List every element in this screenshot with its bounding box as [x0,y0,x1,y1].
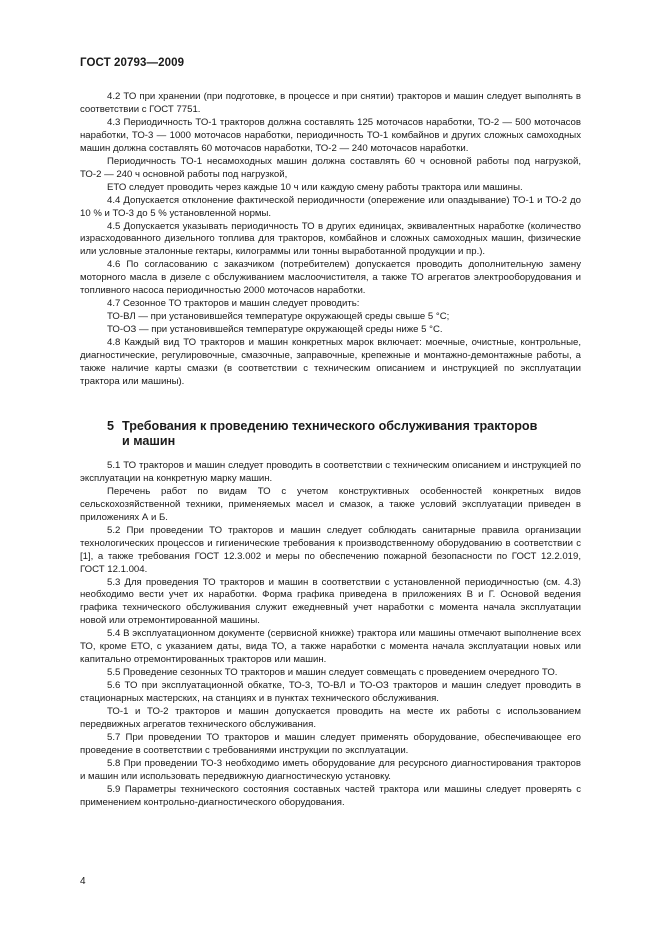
paragraph: 5.4 В эксплуатационном документе (сервисной книжке) трактора или машины отмечают выполнение всех ТО, кроме ЕТО, с указанием даты, вида ТО, а также наработки с момента начала эксплуатации новых или капитально отремонтированных тракторов или машин. [80,628,581,666]
paragraph: 5.5 Проведение сезонных ТО тракторов и машин следует совмещать с проведением очередного ТО. [107,667,558,679]
paragraph: Перечень работ по видам ТО с учетом конструктивных особенностей конкретных видов сельскохозяйственной техники, применяемых масел и смазок, а также условий эксплуатации приведен в приложениях А и Б. [80,485,581,523]
page-number: 4 [80,876,86,887]
paragraph: 5.9 Параметры технического состояния составных частей трактора или машины следует проверять с применением контрольно-диагностического оборудования. [80,783,581,808]
paragraph: ТО-1 и ТО-2 тракторов и машин допускается проводить на месте их работы с использованием передвижных агрегатов технического обслуживания. [80,706,581,730]
paragraph: 5.3 Для проведения ТО тракторов и машин в соответствии с установленной периодичностью (см. 4.3) необходимо вести учет их наработки. Форма графика приведена в приложениях В и Г. Основой ведения графика технического обслуживания служит ежедневный учет наработки с момента начала эксплуатации новой или отремонтированной машины. [80,576,581,627]
paragraph: Периодичность ТО-1 несамоходных машин должна составлять 60 ч основной работы под нагрузкой, ТО-2 — 240 ч основной работы под нагрузкой, [80,155,581,180]
paragraph: 5.7 При проведении ТО тракторов и машин следует применять оборудование, обеспечивающее его проведение в соответствии с требованиями инструкции по эксплуатации. [80,731,581,756]
section-title [80,419,581,450]
paragraph: 4.8 Каждый вид ТО тракторов и машин конкретных марок включает: моечные, очистные, контрольные, диагностические, регулировочные, смазочные, заправочные, крепежные и монтажно-демонтажные работы, а также наличие карты смазки (в соответствии с техническим описанием и инструкцией по эксплуатации трактора или машины). [80,337,581,387]
paragraph: 4.3 Периодичность ТО-1 тракторов должна составлять 125 моточасов наработки, ТО-2 — 500 моточасов наработки, ТО-3 — 1000 моточасов наработки, периодичность ТО-1 комбайнов и других сложных самоходных машин должна составлять 60 моточасов наработки, ТО-2 — 240 моточасов наработки. [80,116,581,154]
paragraph: ТО-ВЛ — при установившейся температуре окружающей среды свыше 5 °С; [107,311,450,323]
paragraph: 5.8 При проведении ТО-3 необходимо иметь оборудование для ресурсного диагностирования тракторов и машин или использовать передвижную диагностическую установку. [80,757,581,782]
paragraph: 5.1 ТО тракторов и машин следует проводить в соответствии с техническим описанием и инструкцией по эксплуатации на конкретную марку машин. [80,459,581,484]
section-title-line1: Требования к проведению технического обслуживания тракторов [122,418,538,433]
paragraph: ЕТО следует проводить через каждые 10 ч или каждую смену работы трактора или машины. [107,181,523,193]
section-title-line2: и машин [122,434,176,449]
paragraph: ТО-ОЗ — при установившейся температуре окружающей среды ниже 5 °С. [107,324,443,336]
paragraph: 4.4 Допускается отклонение фактической периодичности (опережение или опаздывание) ТО-1 и ТО-2 до 10 % и ТО-3 до 5 % установленной нормы. [80,194,581,219]
paragraph: 5.6 ТО при эксплуатационной обкатке, ТО-3, ТО-ВЛ и ТО-ОЗ тракторов и машин следует проводить в стационарных мастерских, на станциях и в пунктах технического обслуживания. [80,680,581,705]
paragraph: 4.2 ТО при хранении (при подготовке, в процессе и при снятии) тракторов и машин следует выполнять в соответствии с ГОСТ 7751. [80,91,581,115]
paragraph: 5.2 При проведении ТО тракторов и машин следует соблюдать санитарные правила организации технологических процессов и гигиенические требования к производственному оборудованию в соответствии с [1], а также требования ГОСТ 12.3.002 и меры по обеспечению пожарной безопасности по ГОСТ 12.2.019, ГОСТ 12.1.004. [80,524,581,575]
section-number: 5 [107,418,115,433]
document-body [80,91,581,810]
paragraph: 4.5 Допускается указывать периодичность ТО в других единицах, эквивалентных наработке (количество израсходованного дизельного топлива для тракторов, комбайнов и сложных самоходных машин, физические или условные эталонные гектары, килограммы или тонны выработанной продукции и пр.). [80,220,581,258]
document-header: ГОСТ 20793—2009 [80,57,185,69]
paragraph: 4.7 Сезонное ТО тракторов и машин следует проводить: [107,298,360,310]
paragraph: 4.6 По согласованию с заказчиком (потребителем) допускается проводить дополнительную замену моторного масла в дизеле с обслуживанием маслоочистителя, а также ТО агрегатов электрооборудования и топливного насоса периодичностью 2000 моточасов наработки. [80,259,581,297]
